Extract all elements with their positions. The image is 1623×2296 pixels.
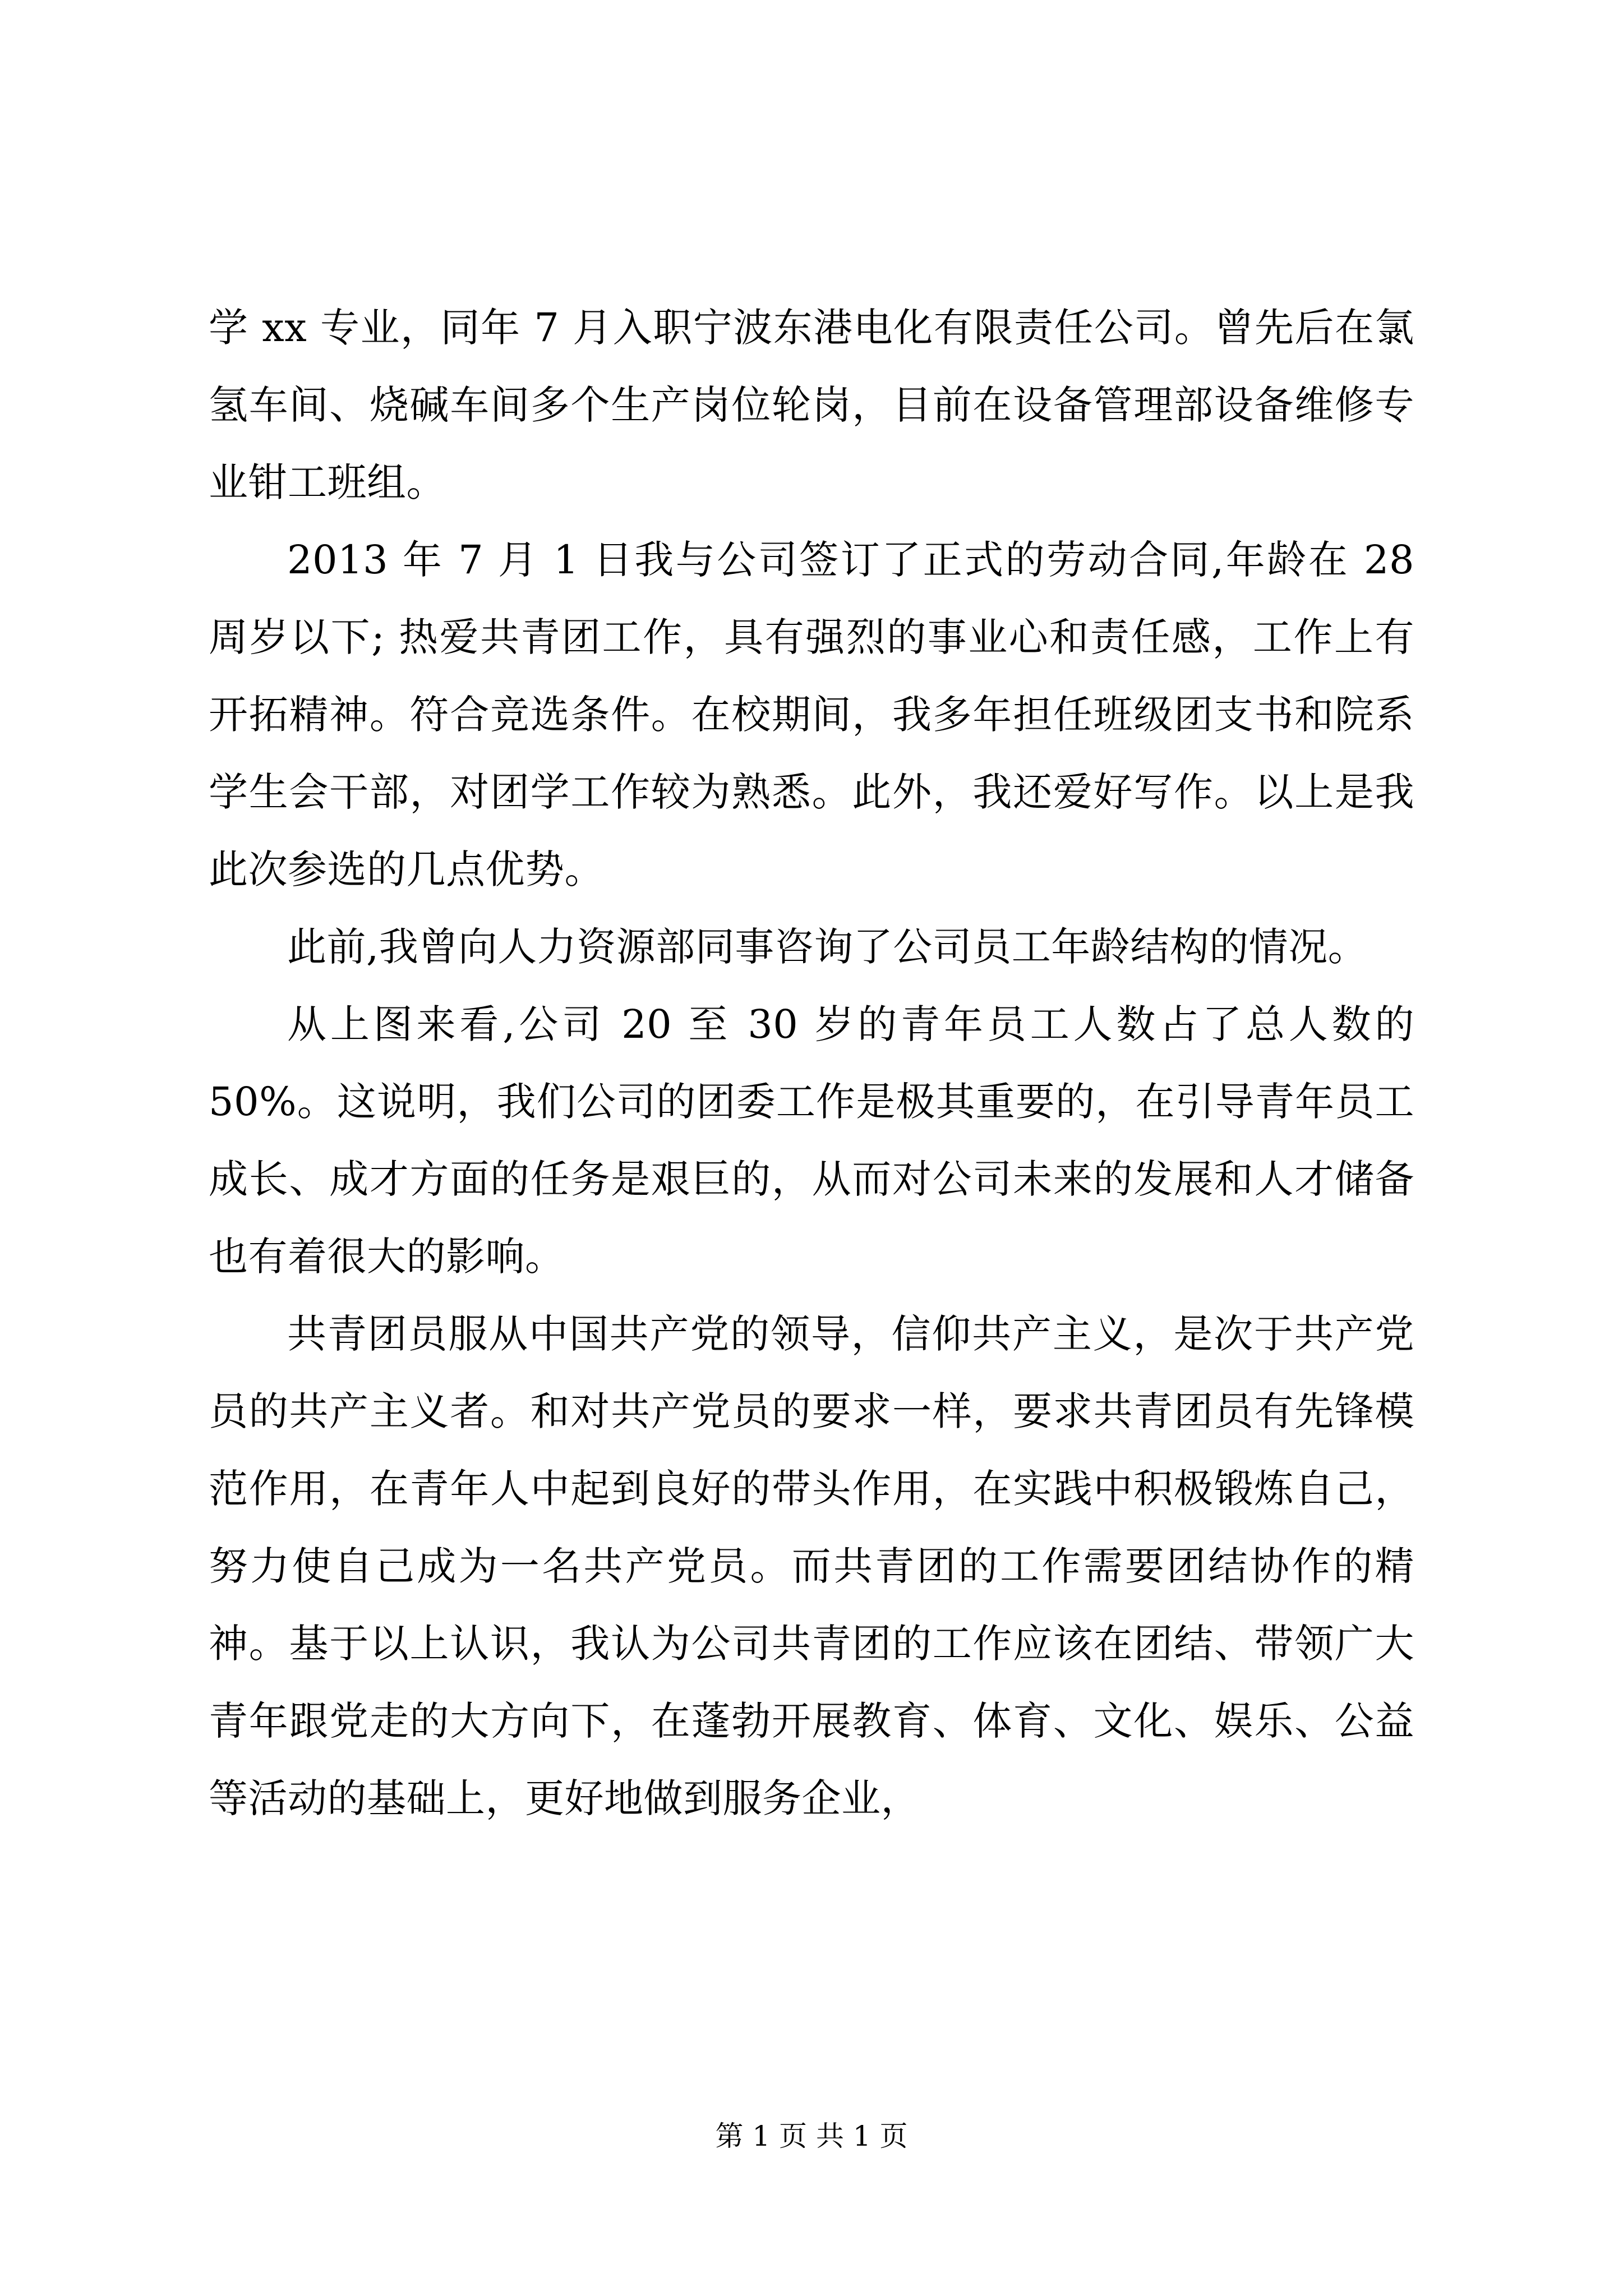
paragraph-5: 共青团员服从中国共产党的领导，信仰共产主义，是次于共产党员的共产主义者。和对共产党员的要求一样，要求共青团员有先锋模范作用，在青年人中起到良好的带头作用，在实践中积极锻炼自己，努力使自己成为一名共产党员。而共青团的工作需要团结协作的精神。基于以上认识，我认为公司共青团的工作应该在团结、带领广大青年跟党走的大方向下，在蓬勃开展教育、体育、文化、娱乐、公益等活动的基础上，更好地做到服务企业，	[209, 1311, 1414, 1821]
page-number-footer: 第 1 页 共 1 页	[715, 2120, 908, 2152]
paragraph-3: 此前,我曾向人力资源部同事咨询了公司员工年龄结构的情况。	[287, 924, 1368, 970]
document-body	[209, 289, 1414, 1837]
paragraph-1: 学 xx 专业，同年 7 月入职宁波东港电化有限责任公司。曾先后在氯氢车间、烧碱车间多个生产岗位轮岗，目前在设备管理部设备维修专业钳工班组。	[209, 305, 1414, 505]
paragraph-4: 从上图来看,公司 20 至 30 岁的青年员工人数占了总人数的 50%。这说明，我们公司的团委工作是极其重要的，在引导青年员工成长、成才方面的任务是艰巨的，从而对公司未来的发展和人才储备也有着很大的影响。	[209, 1001, 1414, 1280]
paragraph-2: 2013 年 7 月 1 日我与公司签订了正式的劳动合同,年龄在 28 周岁以下; 热爱共青团工作，具有强烈的事业心和责任感，工作上有开拓精神。符合竞选条件。在校期间，我多年担任班级团支书和院系学生会干部，对团学工作较为熟悉。此外，我还爱好写作。以上是我此次参选的几点优势。	[209, 537, 1414, 892]
